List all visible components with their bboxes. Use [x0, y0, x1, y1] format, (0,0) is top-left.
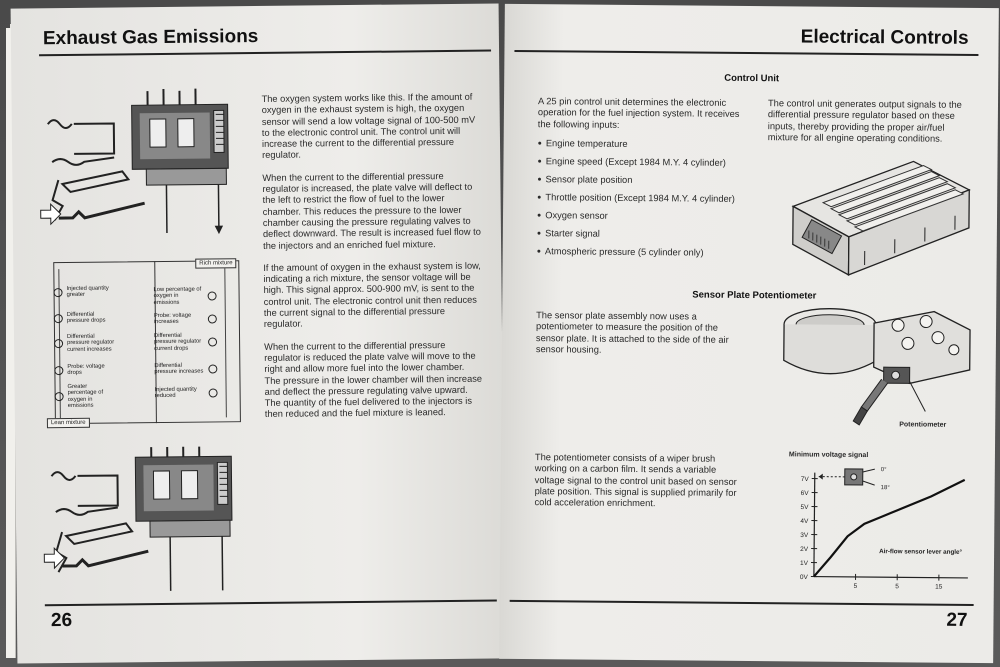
potentiometer-label: Potentiometer: [899, 421, 947, 429]
potentiometer-description: The potentiometer consists of a wiper brush working on a carbon film. It sends a variable voltage signal to the control unit based on sensor plate position. This signal is supplied primarily for cold acceleration enrichment.: [534, 452, 737, 509]
header-rule: [39, 50, 491, 57]
flow-right-item: Differential pressure increases: [154, 362, 217, 375]
y-tick-label: 5V: [800, 503, 809, 512]
circle-icon: [54, 366, 63, 375]
flow-right-item: Low percentage of oxygen in emissions: [154, 286, 217, 306]
circle-icon: [54, 339, 63, 348]
fuel-distributor-diagram-rich: [37, 82, 249, 244]
y-tick-label: 7V: [800, 475, 809, 484]
page-number: 27: [946, 609, 968, 631]
circle-icon: [54, 314, 63, 323]
sensor-plate-heading: Sensor Plate Potentiometer: [692, 289, 817, 302]
section-title: Exhaust Gas Emissions: [42, 25, 259, 50]
flow-left-item: Injected quantity greater: [53, 286, 114, 299]
series-line: [814, 479, 965, 578]
flow-right-item: Differential pressure regulator current drops: [154, 332, 217, 352]
control-unit-intro: A 25 pin control unit determines the electronic operation for the fuel injection system. It receives the following inputs:: [537, 96, 740, 130]
circle-icon: [54, 288, 63, 297]
x-tick-label: 5: [895, 583, 899, 591]
page-number: 26: [50, 609, 73, 632]
inset-angle-label: 18°: [880, 485, 890, 492]
circle-icon: [208, 364, 217, 373]
flow-right-item: Injected quantity reduced: [155, 386, 218, 399]
chart-title: Minimum voltage signal: [788, 451, 869, 460]
control-unit-output-text: The control unit generates output signals to the differential pressure regulator based on these inputs, thereby providing the proper air/fuel mixture for all engine operating conditions.: [767, 98, 962, 144]
page-left: [11, 3, 506, 663]
fuel-distributor-diagram-lean: [41, 444, 253, 596]
y-axis: [814, 473, 815, 577]
control-unit-illustration: [782, 150, 973, 282]
list-item: ● Sensor plate position: [537, 174, 757, 188]
section-title: Electrical Controls: [800, 26, 969, 49]
list-item: ● Atmospheric pressure (5 cylinder only): [537, 246, 757, 260]
sensor-plate-text: The sensor plate assembly now uses a potentiometer to measure the position of the sensor plate. It is attached to the side of the air sensor housing.: [535, 310, 729, 355]
header-rule: [514, 50, 978, 56]
flow-right-item: Probe: voltage increases: [154, 312, 217, 325]
x-tick-label: 15: [935, 583, 943, 591]
voltage-chart: [778, 458, 975, 596]
y-tick-label: 4V: [800, 517, 809, 526]
list-item: ● Engine speed (Except 1984 M.Y. 4 cylinder): [537, 156, 757, 170]
control-unit-inputs: [537, 138, 758, 266]
flow-left-item: Differential pressure regulator current increases: [54, 333, 117, 353]
paragraph: When the current to the differential pressure regulator is reduced the plate valve will move to the right and allow more fuel into the lower chamber. The pressure in the lower chamber will then increase and deflect the pressure regulating valve upward. The quantity of the fuel delivered to the injectors is then reduced and the fuel mixture is leaned.: [264, 339, 483, 420]
circle-icon: [209, 388, 218, 397]
flow-left-item: Differential pressure drops: [54, 311, 115, 324]
list-item: ● Oxygen sensor: [537, 210, 757, 224]
x-tick-label: 5: [853, 582, 858, 590]
inset-angle-label: 0°: [880, 467, 887, 474]
air-sensor-housing-illustration: [777, 302, 978, 444]
rich-mixture-label: Rich mixture: [195, 258, 236, 268]
x-axis-label: Air-flow sensor lever angle°: [879, 548, 963, 556]
paragraph: If the amount of oxygen in the exhaust system is low, indicating a rich mixture, the sensor voltage will be high. This signal approx. 500-900 mV, is sent to the control unit. The electronic control unit then reduces the current signal to the differential pressure regulator.: [263, 260, 481, 330]
x-axis: [814, 577, 968, 578]
y-tick-label: 1V: [800, 559, 809, 568]
flow-left-item: Greater percentage of oxygen in emissions: [55, 384, 114, 410]
y-tick-label: 3V: [800, 531, 809, 540]
footer-rule: [510, 600, 974, 606]
footer-rule: [45, 600, 497, 607]
flow-left-item: Probe: voltage drops: [54, 363, 115, 376]
y-tick-label: 2V: [800, 545, 809, 554]
page-right: [499, 4, 999, 663]
y-tick-label: 6V: [800, 489, 809, 498]
body-text-column: [261, 92, 483, 432]
lean-mixture-label: Lean mixture: [47, 418, 90, 428]
circle-icon: [208, 314, 217, 323]
list-item: ● Starter signal: [537, 228, 757, 242]
circle-icon: [208, 291, 217, 300]
circle-icon: [208, 337, 217, 346]
circle-icon: [55, 392, 64, 401]
list-item: ● Engine temperature: [538, 138, 758, 152]
paragraph: When the current to the differential pressure regulator is increased, the plate valve will deflect to the left to restrict the flow of fuel to the lower chamber. This reduces the pressure to the lower chamber causing the pressure regulating valves to deflect downward. The result is increased fuel flow to the injectors and an enriched fuel mixture.: [262, 170, 481, 251]
paragraph: The oxygen system works like this. If the amount of oxygen in the exhaust system is high, the oxygen sensor will send a low voltage signal of 100-500 mV to the electronic control unit. The control unit will increase the current to the differential pressure regulator.: [261, 91, 476, 161]
list-item: ● Throttle position (Except 1984 M.Y. 4 cylinder): [537, 192, 757, 206]
control-unit-heading: Control Unit: [724, 72, 780, 85]
y-tick-label: 0V: [799, 573, 808, 582]
